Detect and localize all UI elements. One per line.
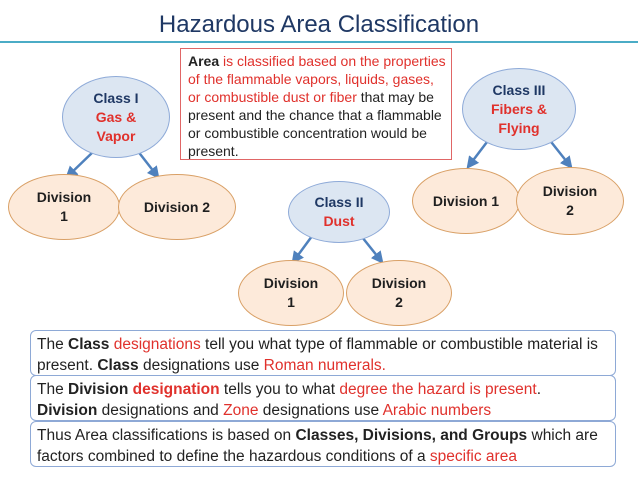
division-number: 1 [287, 294, 295, 310]
box2-designation: designation [132, 381, 220, 398]
callout-text-1: is classified based on the properties of the flammable vapors, liquids, gases, or combustible dust or [188, 53, 446, 105]
arrow-class-i-division-1 [67, 150, 95, 177]
box1-class: Class [97, 357, 139, 374]
class-iii-division-1 [412, 168, 520, 234]
box2-text: tells you to what [219, 381, 340, 398]
box3-text: which are factors combined to define the hazardous conditions of a [37, 427, 598, 465]
class-ii-division-1 [238, 260, 344, 326]
class-ii-division-2 [346, 260, 452, 326]
box2-text: The [37, 381, 69, 398]
division-number: 1 [60, 208, 68, 224]
class-i-ellipse [62, 76, 170, 158]
box3-specific-area: specific area [429, 448, 517, 465]
callout-fiber: fiber [329, 89, 357, 105]
class-ii-line2: Dust [323, 213, 355, 229]
box2-text: designations use [258, 402, 383, 419]
class-i-name: Class I [93, 89, 139, 106]
class-ii-name: Class II [314, 194, 364, 210]
box3-classes-divisions-groups: Classes, Divisions, and Groups [295, 427, 528, 444]
division-label: Division [371, 275, 427, 291]
class-iii-name: Class III [492, 81, 546, 98]
box2-text: designations and [97, 402, 224, 419]
box3-text: Thus Area classifications is based on [37, 427, 296, 444]
summary-box [30, 421, 616, 467]
division-number: 2 [395, 294, 403, 310]
callout-text-2: that may be present and the chance that a flammable or combustible concentration would be present. [188, 89, 442, 159]
class-i-line3: Vapor [96, 127, 136, 144]
box1-class: Class [68, 336, 110, 353]
division-label: Division 2 [143, 198, 211, 215]
box1-designations: designations [113, 336, 201, 353]
class-iii-line3: Flying [498, 119, 540, 136]
callout-area: Area [188, 53, 220, 69]
box2-zone: Zone [223, 402, 259, 419]
area-definition-callout [180, 48, 452, 160]
class-i-division-1 [8, 174, 120, 240]
class-ii-ellipse [288, 181, 390, 243]
class-iii-division-2 [516, 167, 624, 235]
division-explanation-box [30, 375, 616, 421]
class-iii-line2: Fibers & [490, 100, 547, 117]
box2-division: Division [37, 402, 98, 419]
class-explanation-box [30, 330, 616, 376]
class-i-division-2 [118, 174, 236, 240]
box2-degree: degree the hazard is present [339, 381, 537, 398]
box1-text: tell you what type of flammable or combustible material is present. [37, 336, 598, 374]
box2-text: . [536, 381, 542, 398]
division-label: Division 1 [432, 192, 500, 209]
box1-text: designations use [138, 357, 264, 374]
box1-roman: Roman numerals. [263, 357, 386, 374]
division-label: Division [263, 275, 319, 291]
division-label: Division [36, 189, 92, 205]
box1-text: The [37, 336, 69, 353]
class-iii-ellipse [462, 68, 576, 150]
page-title: Hazardous Area Classification [158, 11, 480, 38]
class-i-line2: Gas & [95, 108, 137, 125]
box2-division: Division [68, 381, 129, 398]
arrow-class-i-division-2 [137, 150, 158, 177]
division-number: 2 [566, 202, 574, 218]
division-label: Division [542, 183, 598, 199]
box2-arabic: Arabic numbers [382, 402, 492, 419]
